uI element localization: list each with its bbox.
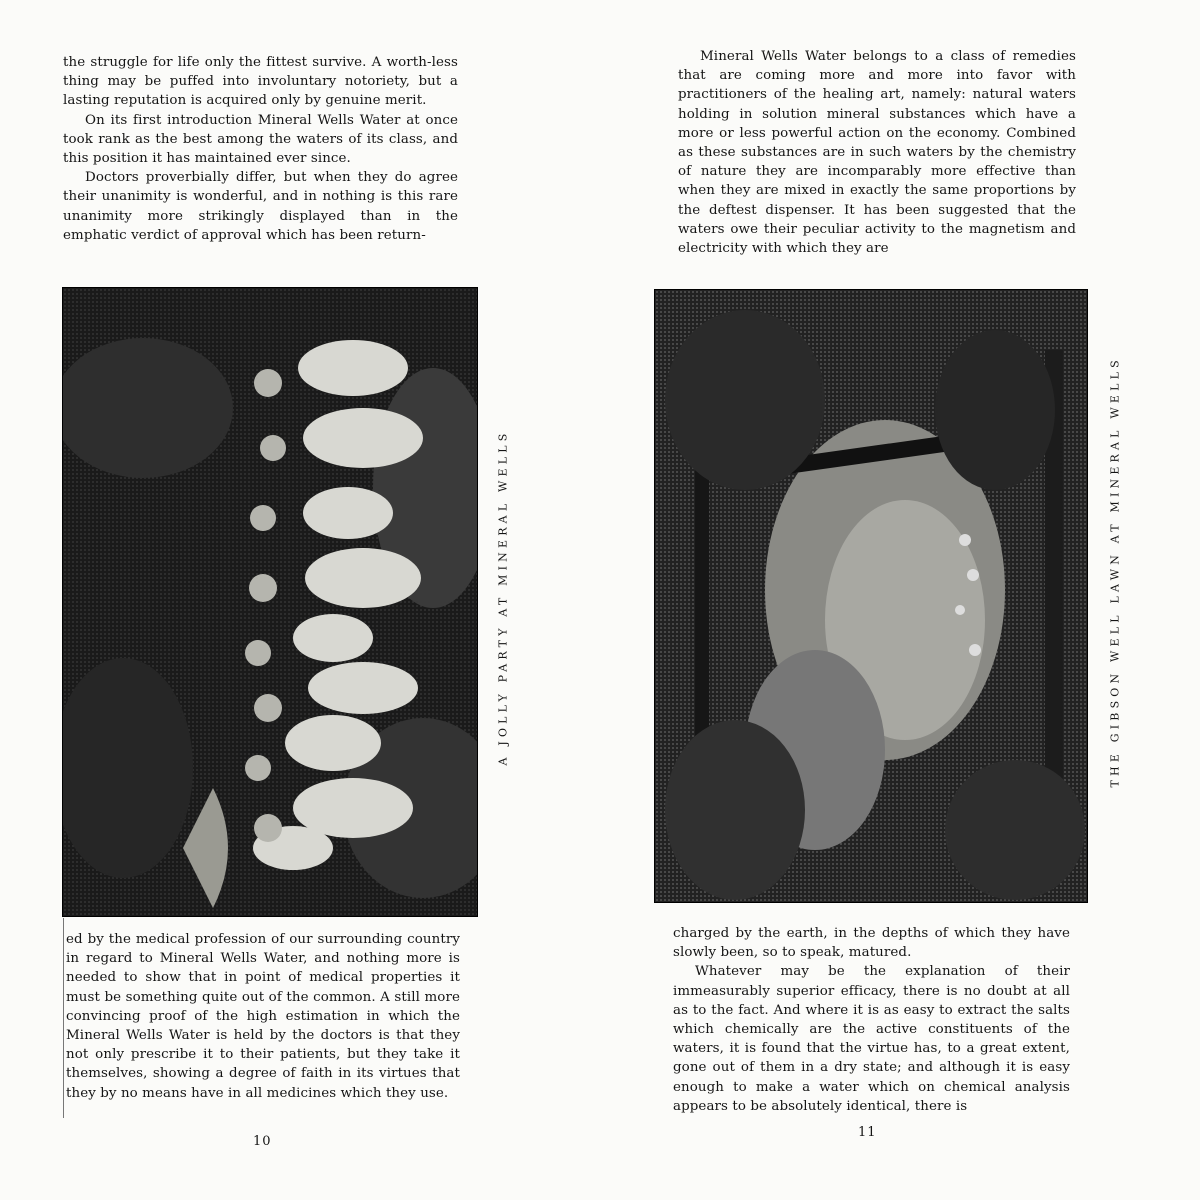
page-number-left: 10 bbox=[253, 1134, 272, 1149]
left-paragraph-1: the struggle for life only the fittest survive. A worth-less thing may be puffed into involuntary notoriety, but a lasting reputation is acquired only by genuine merit. bbox=[63, 55, 458, 109]
page-edge-line bbox=[63, 918, 64, 1118]
jolly-party-photo bbox=[62, 287, 478, 917]
right-paragraph-3: Whatever may be the explanation of their immeasurably superior efficacy, there is no doubt at all as to the fact. And where it is as easy to extract the salts which chemically are the active constituents of the waters, it is found that the virtue has, to a great extent, gone out of them in a dry state; and although it is easy enough to make a water which on chemical analysis appears to be absolutely identical, there is bbox=[673, 964, 1070, 1114]
jolly-party-caption: A JOLLY PARTY AT MINERAL WELLS bbox=[496, 429, 510, 766]
left-bottom-text bbox=[66, 930, 460, 1103]
page-number-right: 11 bbox=[858, 1125, 877, 1140]
left-paragraph-4: ed by the medical profession of our surrounding country in regard to Mineral Wells Water, and nothing more is needed to show that in point of medical properties it must be something quite out of the common. A still more convincing proof of the high estimation in which the Mineral Wells Water is held by the doctors is that they not only prescribe it to their patients, but they take it themselves, showing a degree of faith in its virtues that they by no means have in all medicines which they use. bbox=[66, 932, 460, 1101]
left-paragraph-3: Doctors proverbially differ, but when they do agree their unanimity is wonderful, and in nothing is this rare unanimity more strikingly displayed than in the emphatic verdict of approval which has been return- bbox=[63, 170, 458, 243]
right-paragraph-1: Mineral Wells Water belongs to a class of remedies that are coming more and more into favor with practitioners of the healing art, namely: natural waters holding in solution mineral substances which have a more or less powerful action on the economy. Combined as these substances are in such waters by the chemistry of nature they are incomparably more effective than when they are mixed in exactly the same proportions by the deftest dispenser. It has been suggested that the waters owe their peculiar activity to the magnetism and electricity with which they are bbox=[678, 49, 1076, 257]
right-top-text bbox=[678, 47, 1076, 258]
gibson-well-lawn-caption: THE GIBSON WELL LAWN AT MINERAL WELLS bbox=[1108, 356, 1122, 788]
right-bottom-text bbox=[673, 924, 1070, 1116]
left-top-text bbox=[63, 53, 458, 245]
gibson-well-lawn-photo-art bbox=[655, 290, 1087, 902]
jolly-party-photo-art bbox=[63, 288, 477, 916]
right-paragraph-2: charged by the earth, in the depths of which they have slowly been, so to speak, matured. bbox=[673, 926, 1070, 961]
right-page bbox=[600, 0, 1200, 1200]
gibson-well-lawn-photo bbox=[654, 289, 1088, 903]
left-paragraph-2: On its first introduction Mineral Wells Water at once took rank as the best among the waters of its class, and this position it has maintained ever since. bbox=[63, 112, 458, 167]
